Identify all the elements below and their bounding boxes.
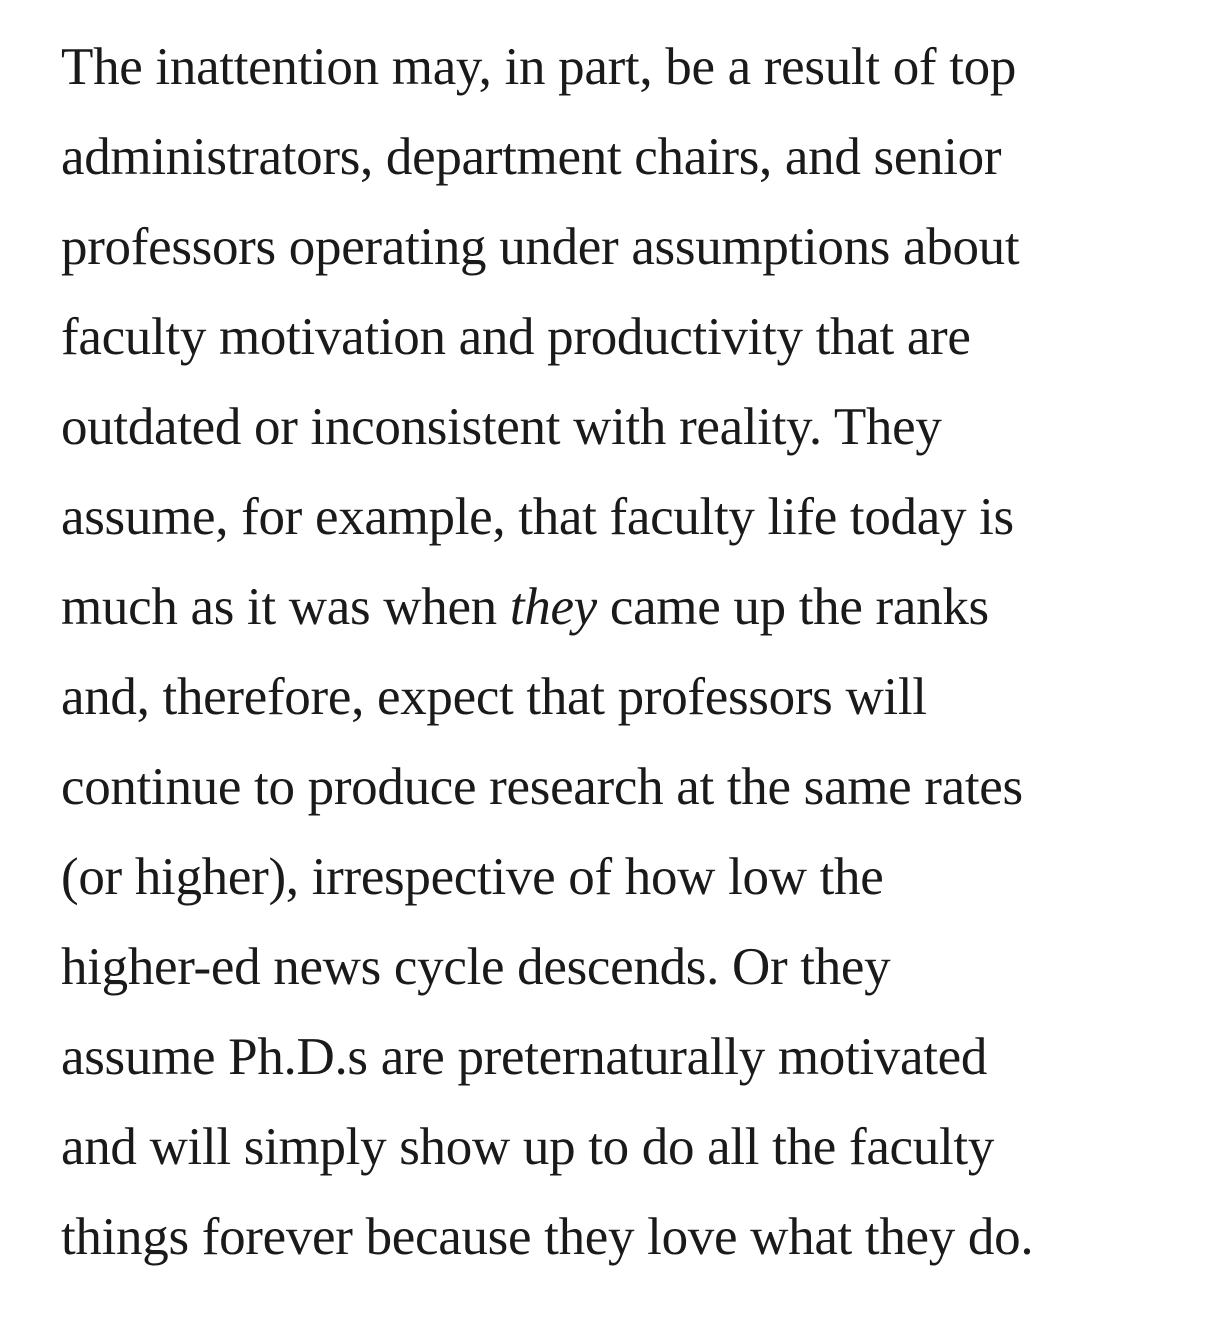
article-paragraph: [61, 22, 1181, 1282]
emphasized-word: they: [509, 578, 597, 636]
paragraph-line: outdated or inconsistent with reality. They: [61, 398, 942, 456]
line-text-after-emphasis: came up the ranks: [596, 578, 989, 636]
paragraph-line: professors operating under assumptions about: [61, 218, 1020, 276]
line-text-before-emphasis: much as it was when: [61, 578, 510, 636]
paragraph-line: faculty motivation and productivity that are: [61, 308, 971, 366]
paragraph-line: and, therefore, expect that professors will: [61, 668, 927, 726]
paragraph-line-with-emphasis: [61, 562, 1181, 652]
paragraph-line: things forever because they love what they do.: [61, 1208, 1034, 1266]
paragraph-line: (or higher), irrespective of how low the: [61, 848, 884, 906]
paragraph-line: administrators, department chairs, and senior: [61, 128, 1002, 186]
paragraph-line: higher-ed news cycle descends. Or they: [61, 938, 891, 996]
paragraph-line: assume, for example, that faculty life today is: [61, 488, 1014, 546]
paragraph-line: and will simply show up to do all the faculty: [61, 1118, 995, 1176]
paragraph-line: assume Ph.D.s are preternaturally motivated: [61, 1028, 988, 1086]
paragraph-line: The inattention may, in part, be a result of top: [61, 38, 1017, 96]
paragraph-line: continue to produce research at the same rates: [61, 758, 1023, 816]
